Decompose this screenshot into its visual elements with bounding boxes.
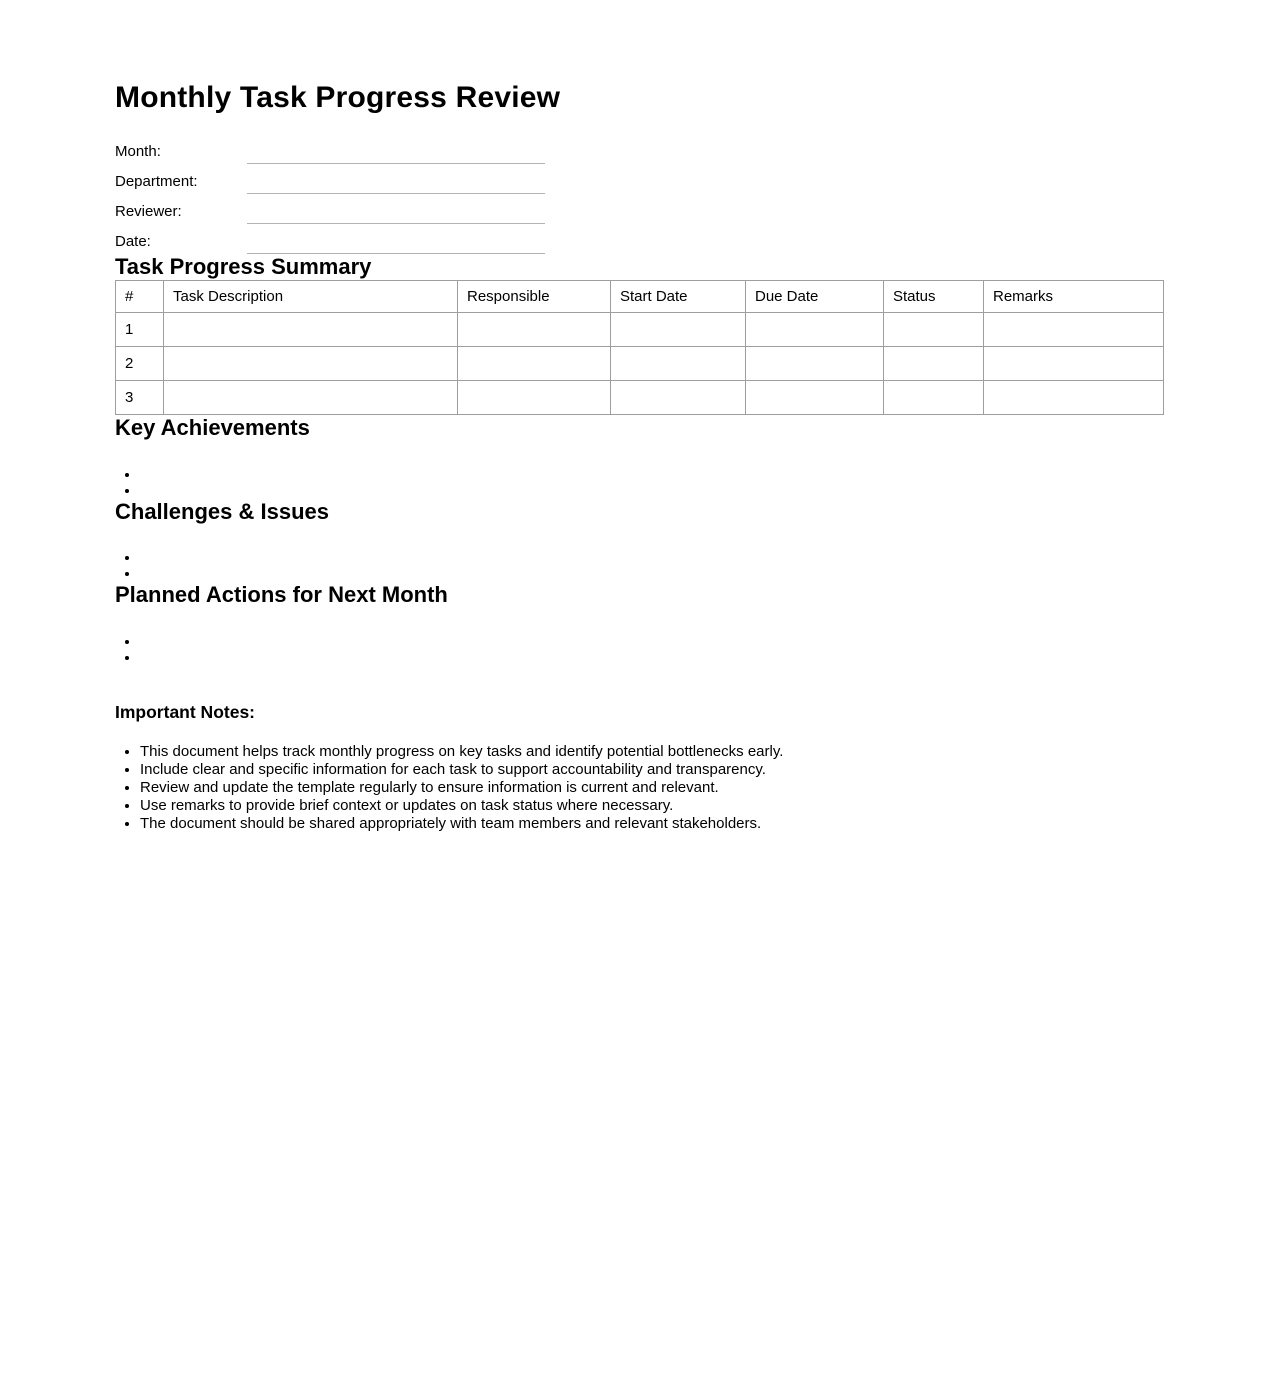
- task-description-cell: [164, 381, 458, 415]
- key-achievements-list: [115, 467, 1163, 499]
- task-description-cell: [164, 313, 458, 347]
- due-date-cell: [746, 347, 884, 381]
- form-row-date: [115, 224, 1163, 254]
- note-item: • Include clear and specific information for each task to support accountability and transparency.: [140, 761, 1163, 779]
- key-achievements-heading: Key Achievements: [115, 415, 310, 441]
- start-date-cell: [611, 313, 746, 347]
- reviewer-label: Reviewer:: [115, 203, 182, 220]
- list-item: [140, 650, 1163, 666]
- note-item: • The document should be shared appropriately with team members and relevant stakeholders.: [140, 815, 1163, 833]
- due-date-cell: [746, 313, 884, 347]
- list-item: [140, 566, 1163, 582]
- important-notes-heading: Important Notes:: [115, 701, 255, 722]
- table-row: [116, 347, 1164, 381]
- list-item: [140, 634, 1163, 650]
- remarks-cell: [984, 347, 1164, 381]
- document-page: [0, 80, 1278, 1380]
- start-date-cell: [611, 381, 746, 415]
- document-content: [0, 80, 1278, 833]
- list-item: [140, 550, 1163, 566]
- status-cell: [884, 381, 984, 415]
- column-header-remarks: Remarks: [984, 281, 1164, 313]
- column-header-task-description: Task Description: [164, 281, 458, 313]
- month-field-line: [247, 144, 545, 164]
- form-row-reviewer: [115, 194, 1163, 224]
- due-date-cell: [746, 381, 884, 415]
- form-row-department: [115, 164, 1163, 194]
- table-header-row: [116, 281, 1164, 313]
- planned-actions-heading: Planned Actions for Next Month: [115, 582, 448, 608]
- list-item: [140, 483, 1163, 499]
- page-title: Monthly Task Progress Review: [115, 81, 561, 114]
- responsible-cell: [458, 347, 611, 381]
- column-header-start-date: Start Date: [611, 281, 746, 313]
- reviewer-field-line: [247, 204, 545, 224]
- status-cell: [884, 313, 984, 347]
- note-item: • This document helps track monthly progress on key tasks and identify potential bottlenecks early.: [140, 743, 1163, 761]
- task-progress-summary-heading: Task Progress Summary: [115, 254, 372, 279]
- department-field-line: [247, 174, 545, 194]
- note-item: • Use remarks to provide brief context or updates on task status where necessary.: [140, 797, 1163, 815]
- row-number-cell: 1: [116, 313, 164, 347]
- department-label: Department:: [115, 173, 198, 190]
- responsible-cell: [458, 381, 611, 415]
- task-description-cell: [164, 347, 458, 381]
- task-summary-table: [115, 280, 1164, 415]
- table-row: [116, 313, 1164, 347]
- challenges-issues-list: [115, 550, 1163, 582]
- remarks-cell: [984, 381, 1164, 415]
- note-item: • Review and update the template regularly to ensure information is current and relevant.: [140, 779, 1163, 797]
- date-label: Date:: [115, 233, 151, 250]
- column-header-status: Status: [884, 281, 984, 313]
- start-date-cell: [611, 347, 746, 381]
- planned-actions-list: [115, 634, 1163, 666]
- table-row: [116, 381, 1164, 415]
- row-number-cell: 3: [116, 381, 164, 415]
- status-cell: [884, 347, 984, 381]
- date-field-line: [247, 234, 545, 254]
- responsible-cell: [458, 313, 611, 347]
- remarks-cell: [984, 313, 1164, 347]
- column-header-due-date: Due Date: [746, 281, 884, 313]
- header-form: [115, 134, 1163, 254]
- month-label: Month:: [115, 143, 161, 160]
- important-notes-list: [115, 743, 1163, 833]
- column-header-number: #: [116, 281, 164, 313]
- column-header-responsible: Responsible: [458, 281, 611, 313]
- list-item: [140, 467, 1163, 483]
- row-number-cell: 2: [116, 347, 164, 381]
- challenges-issues-heading: Challenges & Issues: [115, 498, 329, 524]
- form-row-month: [115, 134, 1163, 164]
